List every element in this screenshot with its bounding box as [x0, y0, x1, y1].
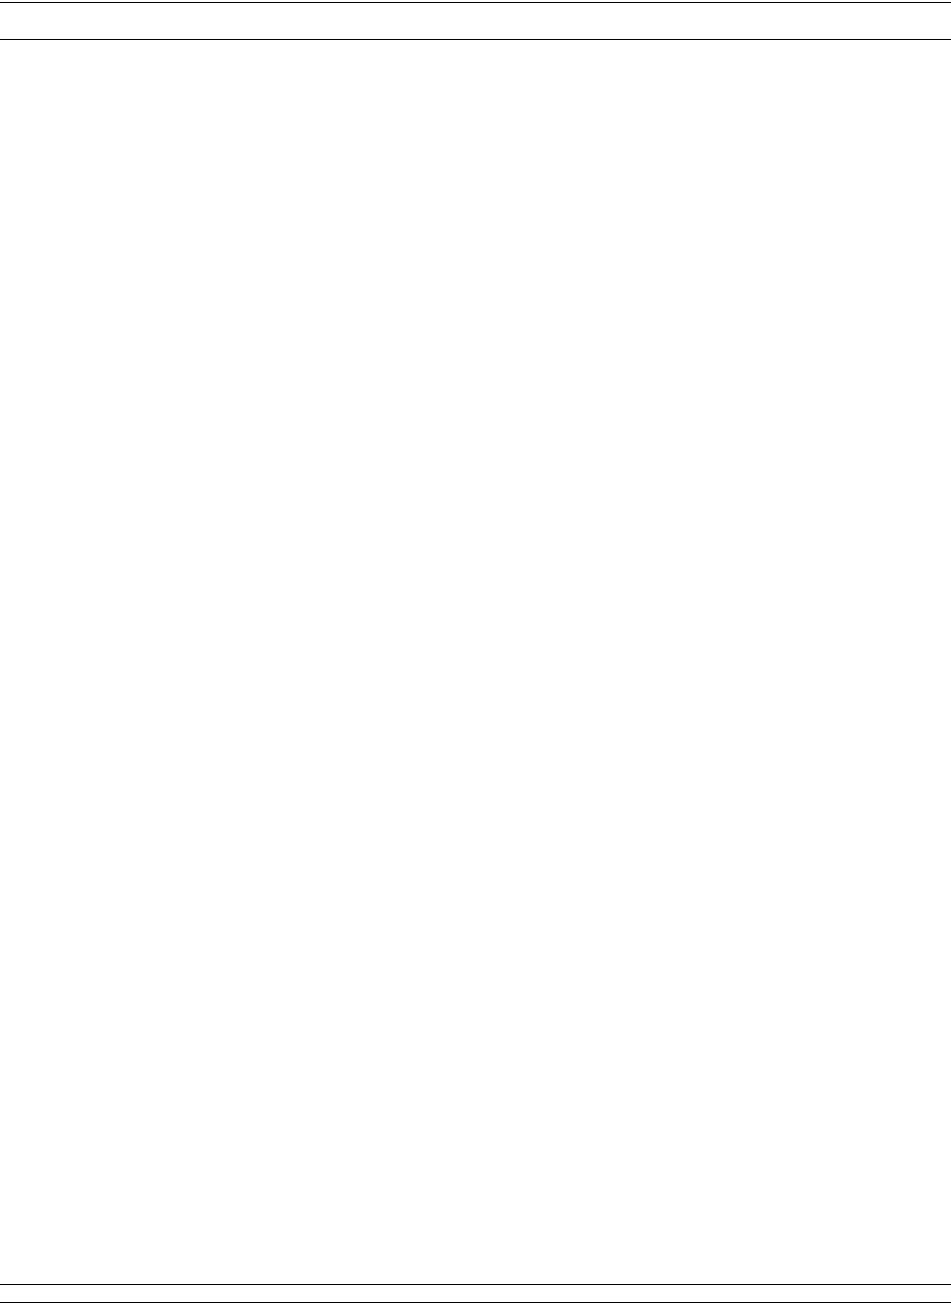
bottom-rule: [0, 1302, 951, 1303]
header-rule: [0, 39, 951, 40]
top-rule: [0, 2, 951, 3]
total-rule: [0, 1284, 951, 1285]
